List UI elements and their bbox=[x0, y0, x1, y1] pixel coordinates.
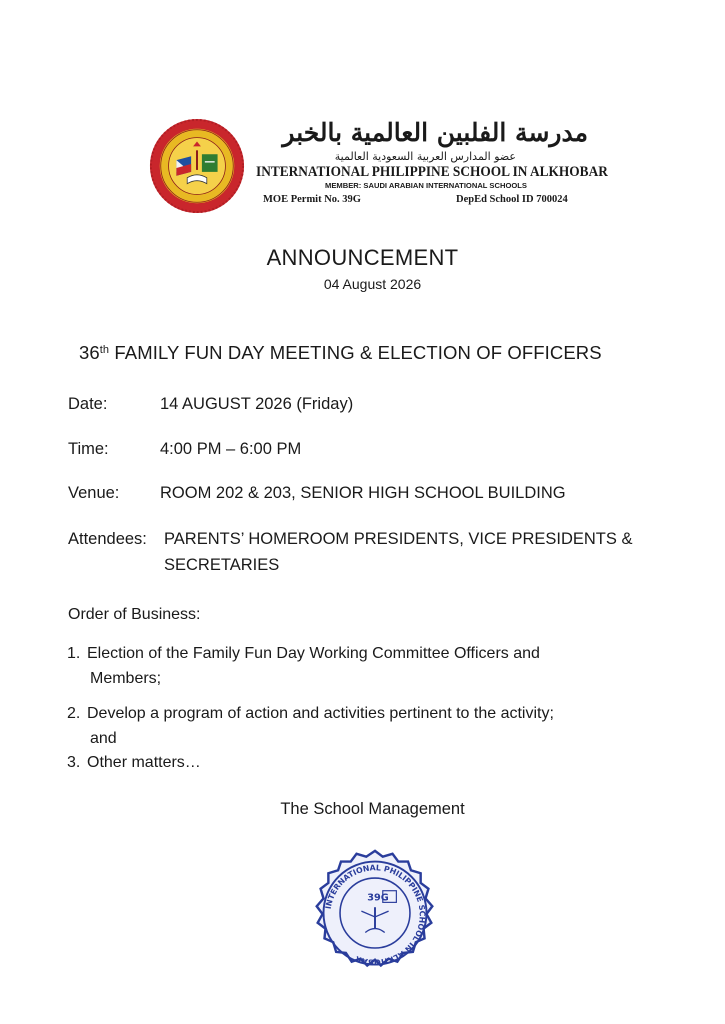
date-row bbox=[68, 395, 354, 414]
time-row bbox=[68, 440, 302, 459]
school-seal-icon bbox=[148, 117, 246, 215]
order-of-business-label: Order of Business: bbox=[68, 606, 201, 623]
list-item-number: 1. bbox=[67, 645, 81, 662]
announcement-title: ANNOUNCEMENT bbox=[266, 245, 459, 270]
list-item-number: 3. bbox=[67, 754, 81, 771]
heading-ordinal: 36 bbox=[79, 342, 100, 363]
meeting-heading bbox=[79, 342, 602, 364]
heading-text: FAMILY FUN DAY MEETING & ELECTION OF OFFICERS bbox=[109, 342, 602, 363]
announcement-date: 04 August 2026 bbox=[323, 276, 422, 292]
list-item bbox=[67, 705, 554, 723]
attendees-line-2: SECRETARIES bbox=[164, 556, 280, 574]
school-name-arabic: مدرسة الفلبين العالمية بالخبر bbox=[282, 118, 588, 147]
list-item bbox=[67, 754, 201, 772]
date-label: Date: bbox=[68, 395, 108, 413]
member-arabic: عضو المدارس العربية السعودية العالمية bbox=[334, 150, 516, 163]
signature-text: The School Management bbox=[280, 800, 465, 818]
list-item-text: Develop a program of action and activities pertinent to the activity; bbox=[87, 705, 554, 722]
stamp-ring-text: INTERNATIONAL PHILIPPINE SCHOOL IN ALKHOBAR bbox=[323, 863, 427, 967]
heading-ordinal-suffix: th bbox=[99, 344, 110, 356]
member-english: MEMBER: SAUDI ARABIAN INTERNATIONAL SCHOOLS bbox=[325, 181, 527, 190]
venue-label: Venue: bbox=[68, 484, 120, 502]
time-label: Time: bbox=[68, 440, 109, 458]
attendees-label: Attendees: bbox=[68, 530, 147, 548]
list-item-text: Election of the Family Fun Day Working Committee Officers and bbox=[87, 645, 540, 662]
venue-value: ROOM 202 & 203, SENIOR HIGH SCHOOL BUILDING bbox=[160, 484, 566, 502]
attendees-line-1: PARENTS’ HOMEROOM PRESIDENTS, VICE PRESIDENTS & bbox=[164, 530, 633, 548]
school-stamp-icon bbox=[307, 847, 443, 983]
stamp-code: 39G bbox=[367, 892, 389, 904]
moe-permit: MOE Permit No. 39G bbox=[263, 194, 361, 205]
list-item-continuation: Members; bbox=[90, 670, 162, 687]
time-value: 4:00 PM – 6:00 PM bbox=[160, 440, 302, 458]
school-name-english: INTERNATIONAL PHILIPPINE SCHOOL IN ALKHOBAR bbox=[256, 164, 608, 180]
date-value: 14 AUGUST 2026 (Friday) bbox=[160, 395, 354, 413]
venue-row bbox=[68, 484, 566, 503]
deped-school-id: DepEd School ID 700024 bbox=[456, 194, 568, 205]
list-item-text: Other matters… bbox=[87, 754, 201, 771]
list-item bbox=[67, 645, 540, 663]
list-item-number: 2. bbox=[67, 705, 81, 722]
list-item-continuation: and bbox=[90, 730, 117, 747]
attendees-row bbox=[68, 530, 633, 574]
